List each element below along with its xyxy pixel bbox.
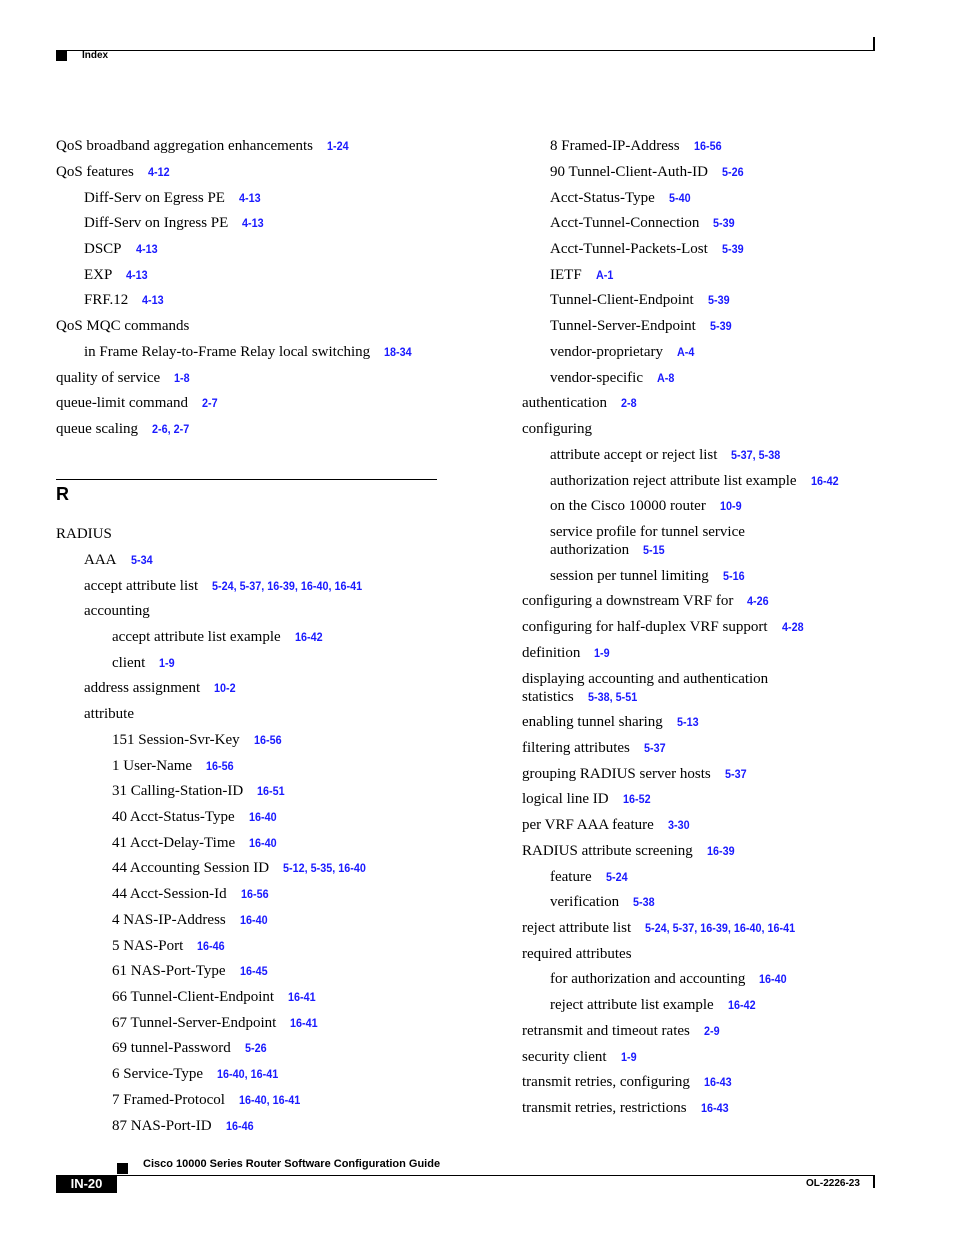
index-entry bbox=[550, 497, 744, 515]
index-term: verification bbox=[550, 894, 620, 910]
page-reference-link[interactable]: 5-24, 5-37, 16-39, 16-40, 16-41 bbox=[645, 921, 796, 935]
index-term: 61 NAS-Port-Type bbox=[112, 963, 226, 979]
page-reference-link[interactable]: 4-13 bbox=[126, 268, 148, 282]
page-reference-link[interactable]: 5-37 bbox=[643, 741, 666, 755]
index-term: authentication bbox=[522, 395, 607, 411]
index-term: enabling tunnel sharing bbox=[522, 714, 663, 730]
page-reference-link[interactable]: 16-56 bbox=[253, 733, 282, 747]
page-reference-link[interactable]: 5-12, 5-35, 16-40 bbox=[283, 861, 366, 875]
index-entry bbox=[550, 970, 790, 988]
index-entry bbox=[550, 189, 693, 207]
index-entry bbox=[522, 739, 668, 757]
page-reference-link[interactable]: 4-13 bbox=[242, 216, 264, 230]
index-term: AAA bbox=[84, 552, 117, 568]
index-term: 90 Tunnel-Client-Auth-ID bbox=[550, 164, 708, 180]
header-rule bbox=[56, 50, 874, 51]
index-entry bbox=[112, 654, 177, 672]
page-number: IN-20 bbox=[56, 1175, 117, 1193]
index-term: client bbox=[112, 655, 146, 671]
index-term: Acct-Tunnel-Connection bbox=[550, 215, 700, 231]
footer-title: Cisco 10000 Series Router Software Configuration Guide bbox=[143, 1158, 441, 1170]
index-entry bbox=[550, 163, 746, 181]
index-entry bbox=[550, 240, 746, 258]
page-reference-link[interactable]: 5-39 bbox=[721, 242, 744, 256]
index-entry bbox=[112, 782, 288, 800]
index-entry bbox=[84, 266, 150, 284]
page-reference-link[interactable]: 16-56 bbox=[206, 759, 234, 773]
index-term: transmit retries, restrictions bbox=[522, 1100, 687, 1116]
page-reference-link[interactable]: A-4 bbox=[676, 345, 695, 359]
index-term: 7 Framed-Protocol bbox=[112, 1092, 225, 1108]
index-term: 6 Service-Type bbox=[112, 1066, 203, 1082]
index-term: IETF bbox=[550, 267, 582, 283]
index-entry bbox=[522, 713, 701, 731]
index-entry bbox=[522, 790, 653, 808]
index-term: reject attribute list bbox=[522, 920, 632, 936]
page-reference-link[interactable]: 5-39 bbox=[713, 216, 736, 230]
page-reference-link[interactable]: 2-8 bbox=[620, 396, 637, 410]
index-entry bbox=[56, 163, 172, 181]
index-entry bbox=[550, 214, 737, 232]
index-entry bbox=[522, 618, 806, 636]
index-entry bbox=[56, 317, 189, 335]
page-reference-link[interactable]: 16-42 bbox=[810, 474, 839, 488]
index-entry bbox=[550, 523, 780, 559]
page-reference-link[interactable]: 1-8 bbox=[174, 371, 190, 385]
index-entry bbox=[112, 1065, 285, 1083]
index-term: 67 Tunnel-Server-Endpoint bbox=[112, 1015, 277, 1031]
index-entry bbox=[84, 679, 238, 697]
page-reference-link[interactable]: 16-41 bbox=[290, 1016, 318, 1030]
page-reference-link[interactable]: 4-28 bbox=[781, 620, 804, 634]
index-term: 41 Acct-Delay-Time bbox=[112, 835, 236, 851]
index-entry bbox=[112, 1014, 321, 1032]
index-term: in Frame Relay-to-Frame Relay local switching bbox=[84, 344, 371, 360]
index-term: security client bbox=[522, 1049, 607, 1065]
index-term: DSCP bbox=[84, 241, 122, 257]
page-reference-link[interactable]: 16-39 bbox=[706, 844, 735, 858]
index-term: accounting bbox=[84, 603, 150, 619]
index-term: queue scaling bbox=[56, 421, 139, 437]
index-entry bbox=[56, 137, 351, 155]
index-term: 87 NAS-Port-ID bbox=[112, 1118, 212, 1134]
index-term: 69 tunnel-Password bbox=[112, 1040, 231, 1056]
section-rule bbox=[56, 479, 437, 480]
index-entry bbox=[84, 577, 379, 595]
index-entry bbox=[112, 859, 375, 877]
page-reference-link[interactable]: 4-13 bbox=[142, 293, 164, 307]
page-reference-link[interactable]: 5-40 bbox=[668, 191, 691, 205]
index-term: configuring a downstream VRF for bbox=[522, 593, 734, 609]
index-term: QoS broadband aggregation enhancements bbox=[56, 138, 313, 154]
index-term: authorization reject attribute list example bbox=[550, 473, 797, 489]
page-reference-link[interactable]: 1-24 bbox=[327, 139, 349, 153]
document-id: OL-2226-23 bbox=[806, 1178, 860, 1189]
page-reference-link[interactable]: 16-51 bbox=[257, 784, 285, 798]
index-term: reject attribute list example bbox=[550, 997, 714, 1013]
index-term: EXP bbox=[84, 267, 113, 283]
page-reference-link[interactable]: 1-9 bbox=[159, 656, 175, 670]
index-entry bbox=[84, 343, 415, 361]
index-entry bbox=[112, 731, 284, 749]
page-reference-link[interactable]: 16-43 bbox=[703, 1075, 732, 1089]
page-reference-link[interactable]: 2-9 bbox=[703, 1024, 720, 1038]
index-term: required attributes bbox=[522, 946, 632, 962]
index-entry bbox=[522, 945, 632, 963]
index-entry bbox=[112, 808, 279, 826]
index-entry bbox=[522, 1099, 731, 1117]
page-reference-link[interactable]: 5-24, 5-37, 16-39, 16-40, 16-41 bbox=[212, 579, 363, 593]
index-entry bbox=[522, 592, 771, 610]
running-header: Index bbox=[82, 50, 109, 61]
page-reference-link[interactable]: 5-38 bbox=[633, 895, 655, 909]
page-reference-link[interactable]: 5-26 bbox=[244, 1041, 267, 1055]
index-entry bbox=[522, 765, 749, 783]
page-reference-link[interactable]: 1-9 bbox=[620, 1050, 637, 1064]
index-entry bbox=[550, 996, 758, 1014]
page-reference-link[interactable]: 5-15 bbox=[643, 543, 665, 557]
index-term: Acct-Status-Type bbox=[550, 190, 655, 206]
index-entry bbox=[550, 369, 676, 387]
page-reference-link[interactable]: 16-43 bbox=[700, 1101, 729, 1115]
index-term: per VRF AAA feature bbox=[522, 817, 654, 833]
page-reference-link[interactable]: 16-40 bbox=[249, 836, 277, 850]
page-reference-link[interactable]: A-1 bbox=[595, 268, 614, 282]
index-term: 31 Calling-Station-ID bbox=[112, 783, 244, 799]
index-entry bbox=[522, 1022, 721, 1040]
index-term: logical line ID bbox=[522, 791, 609, 807]
index-entry bbox=[522, 1073, 735, 1091]
index-entry bbox=[112, 885, 271, 903]
index-entry bbox=[522, 816, 692, 834]
index-term: QoS features bbox=[56, 164, 134, 180]
index-entry bbox=[112, 757, 237, 775]
index-term: transmit retries, configuring bbox=[522, 1074, 690, 1090]
index-term: QoS MQC commands bbox=[56, 318, 190, 334]
page-reference-link[interactable]: 1-9 bbox=[594, 646, 610, 660]
page-reference-link[interactable]: 2-6, 2-7 bbox=[152, 422, 190, 436]
index-entry bbox=[522, 644, 612, 662]
page-reference-link[interactable]: 4-26 bbox=[747, 594, 769, 608]
page-reference-link[interactable]: 16-46 bbox=[197, 939, 225, 953]
index-entry bbox=[56, 420, 193, 438]
page-reference-link[interactable]: A-8 bbox=[657, 371, 675, 385]
index-term: Tunnel-Server-Endpoint bbox=[550, 318, 696, 334]
index-term: Acct-Tunnel-Packets-Lost bbox=[550, 241, 708, 257]
page-reference-link[interactable]: 2-7 bbox=[202, 396, 218, 410]
page-reference-link[interactable]: 16-45 bbox=[239, 964, 268, 978]
page-reference-link[interactable]: 16-56 bbox=[240, 887, 269, 901]
header-marker bbox=[56, 50, 67, 61]
index-entry bbox=[522, 842, 738, 860]
page-reference-link[interactable]: 16-42 bbox=[294, 630, 323, 644]
index-term: vendor-specific bbox=[550, 370, 643, 386]
index-entry bbox=[84, 602, 150, 620]
index-term: grouping RADIUS server hosts bbox=[522, 766, 711, 782]
page-reference-link[interactable]: 16-41 bbox=[288, 990, 316, 1004]
page-reference-link[interactable]: 5-24 bbox=[605, 870, 628, 884]
index-term: 44 Acct-Session-Id bbox=[112, 886, 227, 902]
page-reference-link[interactable]: 18-34 bbox=[384, 345, 412, 359]
index-entry bbox=[112, 962, 270, 980]
page-reference-link[interactable]: 5-39 bbox=[709, 319, 732, 333]
index-term: configuring for half-duplex VRF support bbox=[522, 619, 768, 635]
footer-edge-tick bbox=[873, 1175, 875, 1188]
index-term: 4 NAS-IP-Address bbox=[112, 912, 226, 928]
index-entry bbox=[56, 394, 219, 412]
page-reference-link[interactable]: 4-12 bbox=[147, 165, 170, 179]
index-entry bbox=[550, 291, 732, 309]
index-term: attribute bbox=[84, 706, 134, 722]
page-reference-link[interactable]: 4-13 bbox=[135, 242, 158, 256]
index-term: configuring bbox=[522, 421, 592, 437]
section-letter: R bbox=[56, 484, 69, 504]
index-entry bbox=[550, 446, 786, 464]
index-entry bbox=[550, 137, 724, 155]
index-entry bbox=[112, 911, 270, 929]
index-term: retransmit and timeout rates bbox=[522, 1023, 690, 1039]
index-entry bbox=[550, 472, 841, 490]
index-entry bbox=[550, 317, 734, 335]
index-entry bbox=[522, 420, 592, 438]
index-entry bbox=[112, 1117, 256, 1135]
index-entry bbox=[84, 189, 263, 207]
page-reference-link[interactable]: 5-37, 5-38 bbox=[731, 448, 781, 462]
index-entry bbox=[522, 919, 812, 937]
index-entry bbox=[56, 369, 191, 387]
index-entry bbox=[112, 988, 319, 1006]
index-term: vendor-proprietary bbox=[550, 344, 663, 360]
index-term: accept attribute list bbox=[84, 578, 199, 594]
index-term: 66 Tunnel-Client-Endpoint bbox=[112, 989, 275, 1005]
index-entry bbox=[522, 670, 812, 706]
page-reference-link[interactable]: 16-40, 16-41 bbox=[238, 1093, 301, 1107]
index-term: RADIUS bbox=[56, 526, 112, 542]
index-term: accept attribute list example bbox=[112, 629, 281, 645]
page-reference-link[interactable]: 5-37 bbox=[724, 767, 747, 781]
page-reference-link[interactable]: 5-13 bbox=[676, 715, 699, 729]
index-entry bbox=[550, 343, 696, 361]
footer-marker bbox=[117, 1163, 128, 1174]
index-entry bbox=[84, 214, 266, 232]
page-reference-link[interactable]: 16-40 bbox=[239, 913, 268, 927]
index-entry bbox=[84, 551, 155, 569]
index-term: session per tunnel limiting bbox=[550, 568, 709, 584]
index-term: definition bbox=[522, 645, 581, 661]
page-reference-link[interactable]: 5-39 bbox=[707, 293, 730, 307]
index-entry bbox=[84, 291, 166, 309]
index-entry bbox=[112, 834, 280, 852]
page-reference-link[interactable]: 16-52 bbox=[622, 792, 651, 806]
index-term: 5 NAS-Port bbox=[112, 938, 184, 954]
index-term: FRF.12 bbox=[84, 292, 129, 308]
index-entry bbox=[112, 1039, 269, 1057]
index-term: filtering attributes bbox=[522, 740, 630, 756]
index-term: Tunnel-Client-Endpoint bbox=[550, 292, 694, 308]
index-entry bbox=[550, 868, 630, 886]
index-entry bbox=[56, 525, 112, 543]
page-reference-link[interactable]: 3-30 bbox=[667, 818, 690, 832]
index-term: for authorization and accounting bbox=[550, 971, 746, 987]
index-entry bbox=[84, 705, 134, 723]
index-term: displaying accounting and authentication statistics bbox=[522, 671, 769, 705]
index-term: Diff-Serv on Ingress PE bbox=[84, 215, 229, 231]
index-term: on the Cisco 10000 router bbox=[550, 498, 706, 514]
page-reference-link[interactable]: 10-9 bbox=[719, 499, 742, 513]
footer-rule bbox=[117, 1175, 874, 1176]
index-term: queue-limit command bbox=[56, 395, 189, 411]
index-entry bbox=[84, 240, 160, 258]
page-reference-link[interactable]: 16-40, 16-41 bbox=[217, 1067, 279, 1081]
index-term: 1 User-Name bbox=[112, 758, 193, 774]
index-term: feature bbox=[550, 869, 592, 885]
index-entry bbox=[550, 893, 657, 911]
index-entry bbox=[550, 567, 747, 585]
page-reference-link[interactable]: 16-42 bbox=[727, 998, 756, 1012]
index-term: 40 Acct-Status-Type bbox=[112, 809, 235, 825]
index-term: RADIUS attribute screening bbox=[522, 843, 693, 859]
index-entry bbox=[112, 628, 325, 646]
index-entry bbox=[112, 937, 228, 955]
index-term: address assignment bbox=[84, 680, 201, 696]
index-entry bbox=[522, 1048, 638, 1066]
page-reference-link[interactable]: 5-34 bbox=[130, 553, 153, 567]
index-term: Diff-Serv on Egress PE bbox=[84, 190, 225, 206]
page-reference-link[interactable]: 16-40 bbox=[759, 972, 787, 986]
page-reference-link[interactable]: 10-2 bbox=[214, 681, 236, 695]
index-entry bbox=[522, 394, 638, 412]
index-entry bbox=[550, 266, 615, 284]
page-reference-link[interactable]: 4-13 bbox=[238, 191, 261, 205]
index-entry bbox=[112, 1091, 307, 1109]
index-term: attribute accept or reject list bbox=[550, 447, 718, 463]
page-reference-link[interactable]: 5-16 bbox=[722, 569, 745, 583]
page-reference-link[interactable]: 16-40 bbox=[248, 810, 277, 824]
header-edge-tick bbox=[873, 37, 875, 51]
page-reference-link[interactable]: 5-38, 5-51 bbox=[587, 690, 637, 704]
page-reference-link[interactable]: 16-46 bbox=[225, 1119, 254, 1133]
index-term: 151 Session-Svr-Key bbox=[112, 732, 240, 748]
page-reference-link[interactable]: 16-56 bbox=[693, 139, 722, 153]
index-term: 8 Framed-IP-Address bbox=[550, 138, 680, 154]
page-reference-link[interactable]: 5-26 bbox=[721, 165, 744, 179]
index-term: 44 Accounting Session ID bbox=[112, 860, 270, 876]
index-term: quality of service bbox=[56, 370, 161, 386]
index-term: service profile for tunnel service authorization bbox=[550, 524, 745, 558]
